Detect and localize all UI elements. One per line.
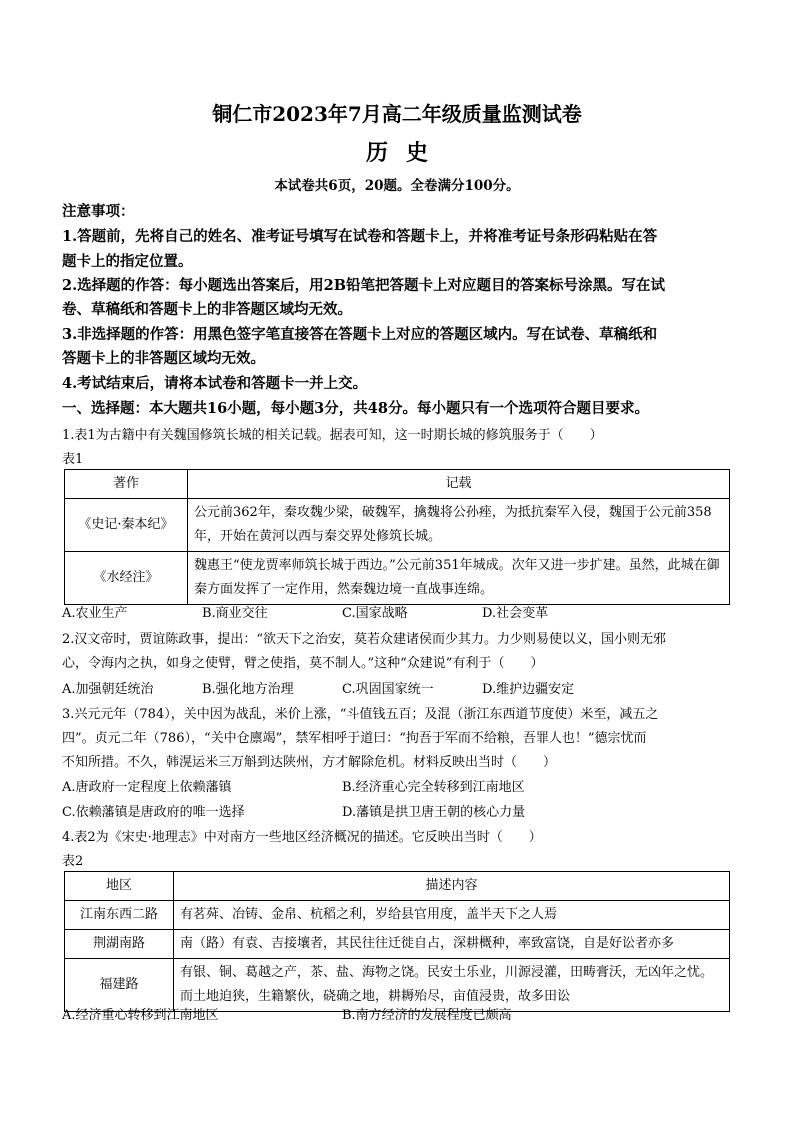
question-line: 2.汉文帝时，贾谊陈政事，提出：“欲天下之治安，莫若众建诸侯而少其力。力少则易使以义，国小则无邪 — [62, 632, 667, 647]
option: D.社会变革 — [482, 606, 549, 621]
table-cell: 有银、铜、葛越之产，茶、盐、海物之饶。民安土乐业，川源浸灌，田畴膏沃，无凶年之忧。而土地迫狭，生籍繁伙，硗确之地，耕耨殆尽，亩值浸贵，故多田讼 — [174, 959, 730, 1012]
question-line: 心，令海内之执，如身之使臂，臂之使指，莫不制人。”这种“众建说”有利于（ ） — [62, 656, 544, 671]
table-header: 地区 — [65, 872, 174, 901]
notice-heading: 注意事项： — [62, 203, 135, 220]
table-cell: 魏惠王“使龙贾率师筑长城于西边。”公元前351年城成。次年又进一步扩建。虽然，此城在御秦方面发挥了一定作用，然秦魏边境一直战事连绵。 — [188, 552, 730, 605]
option: C.巩固国家统一 — [342, 682, 434, 697]
table-row — [65, 552, 730, 605]
table-cell: 荆湖南路 — [65, 930, 174, 959]
question-line: 四”。贞元二年（786），“关中仓廪竭”，禁军相呼于道曰：“拘吾于军而不给粮，吾罪人也！”德宗忧而 — [62, 731, 647, 746]
table-row — [65, 930, 730, 959]
table-cell: 《史记·秦本纪》 — [65, 499, 188, 552]
option: B.经济重心完全转移到江南地区 — [342, 780, 525, 795]
table-cell: 福建路 — [65, 959, 174, 1012]
exam-title: 铜仁市2023年7月高二年级质量监测试卷 — [212, 102, 582, 126]
table-header-row — [65, 470, 730, 499]
table-row — [65, 901, 730, 930]
question-stem: 4.表2为《宋史·地理志》中对南方一些地区经济概况的描述。它反映出当时（ ） — [62, 830, 542, 845]
table-cell: 南（路）有袁、吉接壤者，其民往往迁徙自占，深耕概种，率致富饶，自是好讼者亦多 — [174, 930, 730, 959]
option: B.强化地方治理 — [202, 682, 294, 697]
option: B.商业交往 — [202, 606, 268, 621]
option: C.依赖藩镇是唐政府的唯一选择 — [62, 805, 245, 820]
exam-info: 本试卷共6页，20题。全卷满分100分。 — [274, 178, 520, 194]
option: D.维护边疆安定 — [482, 682, 575, 697]
notice-line: 1.答题前，先将自己的姓名、准考证号填写在试卷和答题卡上，并将准考证号条形码粘贴在答 — [62, 228, 658, 245]
table-cell: 公元前362年，秦攻魏少梁，破魏军，擒魏将公孙痤，为抵抗秦军入侵，魏国于公元前358年，开始在黄河以西与秦交界处修筑长城。 — [188, 499, 730, 552]
option: A.经济重心转移到江南地区 — [62, 1008, 219, 1023]
notice-line: 4.考试结束后，请将本试卷和答题卡一并上交。 — [62, 375, 368, 392]
option: A.加强朝廷统治 — [62, 682, 154, 697]
question-stem: 1.表1为古籍中有关魏国修筑长城的相关记载。据表可知，这一时期长城的修筑服务于（ ） — [62, 428, 603, 443]
question-line: 不知所措。不久，韩滉运米三万斛到达陕州，方才解除危机。材料反映出当时（ ） — [62, 755, 557, 770]
option: B.南方经济的发展程度已颇高 — [342, 1008, 512, 1023]
option: D.藩镇是拱卫唐王朝的核心力量 — [342, 805, 526, 820]
subject-title: 历史 — [365, 140, 446, 166]
table-1 — [64, 469, 730, 605]
table-header-row — [65, 872, 730, 901]
table-row — [65, 499, 730, 552]
table-cell: 有茗荈、冶铸、金帛、杭稻之利，岁给县官用度，盖半天下之人焉 — [174, 901, 730, 930]
table-label: 表2 — [62, 854, 84, 869]
section-heading: 一、选择题：本大题共16小题，每小题3分，共48分。每小题只有一个选项符合题目要求。 — [62, 400, 649, 417]
table-header: 著作 — [65, 470, 188, 499]
table-header: 描述内容 — [174, 872, 730, 901]
question-line: 3.兴元元年（784），关中因为战乱，米价上涨，“斗值钱五百；及混（浙江东西道节度使）米至，减五之 — [62, 707, 659, 722]
option: A.唐政府一定程度上依赖藩镇 — [62, 780, 232, 795]
notice-line: 答题卡上的非答题区域均无效。 — [62, 350, 265, 367]
table-2 — [64, 871, 730, 1012]
table-cell: 《水经注》 — [65, 552, 188, 605]
notice-line: 3.非选择题的作答：用黑色签字笔直接答在答题卡上对应的答题区域内。写在试卷、草稿纸和 — [62, 326, 658, 343]
notice-line: 题卡上的指定位置。 — [62, 253, 193, 270]
option: C.国家战略 — [342, 606, 408, 621]
option: A.农业生产 — [62, 606, 128, 621]
table-cell: 江南东西二路 — [65, 901, 174, 930]
notice-line: 2.选择题的作答：每小题选出答案后，用2B铅笔把答题卡上对应题目的答案标号涂黑。写在试 — [62, 277, 665, 294]
table-label: 表1 — [62, 452, 84, 467]
notice-line: 卷、草稿纸和答题卡上的非答题区域均无效。 — [62, 301, 352, 318]
table-header: 记载 — [188, 470, 730, 499]
